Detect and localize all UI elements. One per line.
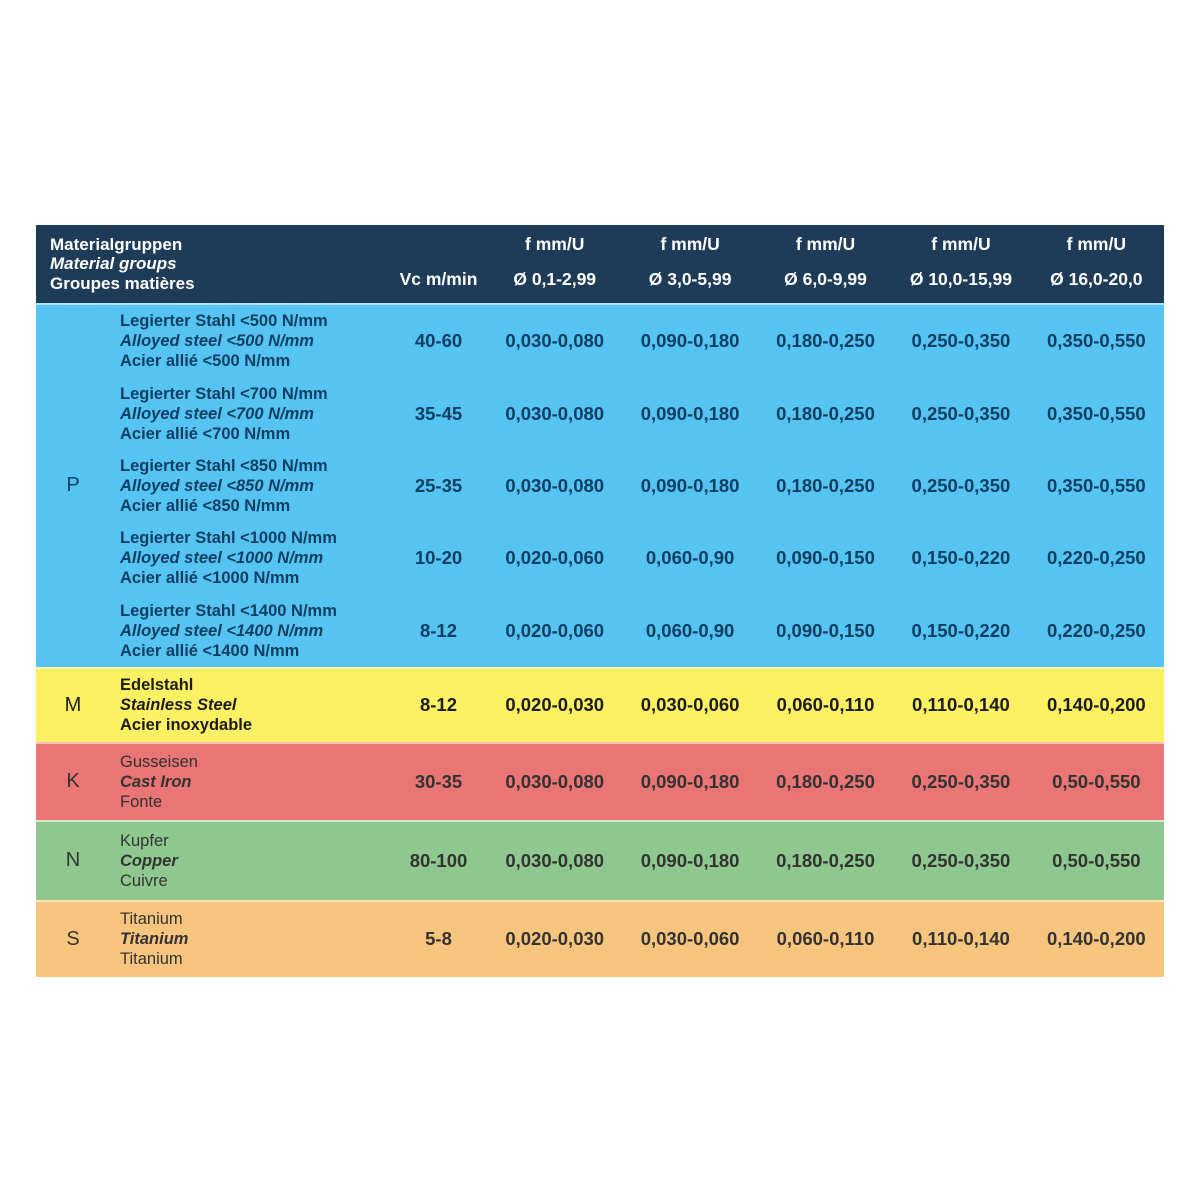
- vc-value: 40-60: [414, 330, 463, 352]
- header-material-groups: [36, 225, 390, 303]
- vc-value: 8-12: [419, 619, 458, 641]
- feed-unit-label: f mm/U: [525, 234, 585, 254]
- feed-value: 0,250-0,350: [911, 849, 1011, 871]
- feed-unit-label: f mm/U: [1066, 234, 1126, 254]
- feed-value: 0,180-0,250: [776, 330, 875, 352]
- section-rows: [110, 744, 1164, 820]
- feed-value: 0,060-0,110: [776, 928, 875, 950]
- vc-value: 80-100: [409, 849, 468, 871]
- diameter-range-label: Ø 10,0-15,99: [909, 269, 1012, 289]
- feed-value: 0,250-0,350: [911, 330, 1011, 352]
- feed-value: 0,180-0,250: [776, 474, 875, 496]
- group-letter-M: M: [64, 693, 82, 716]
- feed-value: 0,030-0,080: [505, 474, 605, 496]
- group-letter-K: K: [66, 770, 80, 793]
- feed-value: 0,090-0,150: [776, 547, 875, 569]
- material-name-line: Acier allié <1400 N/mm: [120, 641, 300, 660]
- feed-value: 0,030-0,060: [640, 928, 740, 950]
- material-names: [110, 528, 390, 588]
- group-letter-S: S: [66, 927, 80, 950]
- feed-values: [487, 403, 1164, 425]
- group-letter-N: N: [65, 849, 81, 872]
- material-names: [110, 311, 390, 371]
- feed-values: [487, 547, 1164, 569]
- section-rows: [110, 902, 1164, 977]
- feed-values: [487, 475, 1164, 497]
- material-name-line: Acier inoxydable: [120, 716, 253, 735]
- feed-value: 0,060-0,90: [645, 547, 735, 569]
- material-name-line: Acier allié <500 N/mm: [120, 352, 291, 371]
- table-row: [110, 522, 1164, 594]
- feed-value: 0,350-0,550: [1046, 330, 1146, 352]
- material-name-line: Gusseisen: [120, 752, 198, 771]
- feed-values: [487, 620, 1164, 642]
- material-name-line: Cast Iron: [120, 772, 192, 791]
- feed-value: 0,030-0,080: [505, 770, 605, 792]
- feed-value: 0,250-0,350: [911, 770, 1011, 792]
- material-names: [110, 384, 390, 444]
- material-name-line: Titanium: [120, 950, 183, 969]
- material-names: [110, 456, 390, 516]
- material-name-line: Legierter Stahl <1000 N/mm: [120, 529, 337, 548]
- table-row: [110, 902, 1164, 977]
- feed-value: 0,180-0,250: [776, 849, 875, 871]
- material-section-N: [36, 820, 1164, 900]
- material-names: [110, 909, 390, 969]
- table-row: [110, 377, 1164, 449]
- feed-value: 0,060-0,90: [645, 619, 735, 641]
- material-section-M: [36, 667, 1164, 742]
- feed-rate-table: [36, 225, 1164, 977]
- header-title-de: Materialgruppen: [50, 234, 183, 254]
- feed-value: 0,140-0,200: [1046, 694, 1146, 716]
- material-name-line: Titanium: [120, 910, 183, 929]
- material-name-line: Acier allié <700 N/mm: [120, 424, 291, 443]
- diameter-range-label: Ø 3,0-5,99: [648, 269, 732, 289]
- table-row: [110, 744, 1164, 820]
- feed-value: 0,090-0,180: [640, 770, 740, 792]
- diameter-range-label: Ø 6,0-9,99: [784, 269, 867, 289]
- material-name-line: Alloyed steel <700 N/mm: [120, 404, 314, 423]
- material-name-line: Alloyed steel <850 N/mm: [120, 476, 314, 495]
- material-name-line: Alloyed steel <500 N/mm: [120, 332, 314, 351]
- feed-value: 0,50-0,550: [1052, 770, 1141, 792]
- feed-value: 0,350-0,550: [1046, 474, 1146, 496]
- feed-value: 0,020-0,060: [505, 547, 605, 569]
- section-rows: [110, 822, 1164, 900]
- material-name-line: Alloyed steel <1400 N/mm: [120, 621, 324, 640]
- diameter-range-label: Ø 16,0-20,0: [1050, 269, 1143, 289]
- header-vc-label: Vc m/min: [399, 269, 478, 289]
- feed-value: 0,020-0,030: [505, 694, 605, 716]
- material-names: [110, 675, 390, 735]
- header-feed-columns: [487, 225, 1164, 303]
- feed-value: 0,030-0,060: [640, 694, 740, 716]
- feed-value: 0,090-0,180: [640, 330, 740, 352]
- material-name-line: Alloyed steel <1000 N/mm: [120, 549, 324, 568]
- feed-value: 0,250-0,350: [911, 402, 1011, 424]
- feed-value: 0,020-0,060: [505, 619, 605, 641]
- feed-value: 0,150-0,220: [911, 619, 1011, 641]
- feed-value: 0,350-0,550: [1046, 402, 1146, 424]
- feed-value: 0,150-0,220: [911, 547, 1011, 569]
- vc-value: 30-35: [414, 770, 463, 792]
- material-name-line: Acier allié <1000 N/mm: [120, 569, 300, 588]
- section-rows: [110, 305, 1164, 667]
- material-names: [110, 831, 390, 891]
- material-name-line: Legierter Stahl <700 N/mm: [120, 384, 328, 403]
- table-row: [110, 822, 1164, 900]
- group-letter-P: P: [66, 474, 80, 497]
- diameter-range-label: Ø 0,1-2,99: [513, 269, 597, 289]
- feed-unit-label: f mm/U: [795, 234, 856, 254]
- feed-value: 0,140-0,200: [1046, 928, 1146, 950]
- feed-value: 0,020-0,030: [505, 928, 605, 950]
- vc-value: 5-8: [425, 928, 452, 950]
- material-name-line: Fonte: [120, 792, 163, 811]
- feed-unit-label: f mm/U: [931, 234, 991, 254]
- material-name-line: Stainless Steel: [120, 696, 237, 715]
- material-name-line: Copper: [120, 851, 178, 870]
- material-name-line: Titanium: [120, 930, 189, 949]
- feed-value: 0,030-0,080: [505, 402, 605, 424]
- feed-values: [487, 850, 1164, 872]
- material-name-line: Acier allié <850 N/mm: [120, 496, 291, 515]
- header-feed-col-1: [622, 225, 757, 303]
- material-name-line: Legierter Stahl <1400 N/mm: [120, 601, 337, 620]
- material-name-line: Edelstahl: [120, 676, 194, 695]
- feed-value: 0,090-0,180: [640, 402, 740, 424]
- feed-value: 0,030-0,080: [505, 330, 605, 352]
- header-feed-col-3: [893, 225, 1028, 303]
- header-feed-col-2: [758, 225, 893, 303]
- table-row: [110, 595, 1164, 667]
- feed-value: 0,030-0,080: [505, 849, 605, 871]
- feed-value: 0,250-0,350: [911, 474, 1011, 496]
- vc-value: 35-45: [414, 402, 463, 424]
- feed-values: [487, 694, 1164, 716]
- feed-value: 0,060-0,110: [776, 694, 875, 716]
- table-row: [110, 669, 1164, 742]
- material-names: [110, 601, 390, 661]
- vc-value: 8-12: [419, 694, 458, 716]
- feed-values: [487, 771, 1164, 793]
- feed-value: 0,180-0,250: [776, 770, 875, 792]
- vc-value: 10-20: [414, 547, 463, 569]
- table-body: [36, 303, 1164, 977]
- material-section-P: [36, 303, 1164, 667]
- feed-value: 0,110-0,140: [912, 928, 1010, 950]
- material-name-line: Cuivre: [120, 871, 168, 890]
- feed-value: 0,090-0,150: [776, 619, 875, 641]
- material-section-S: [36, 900, 1164, 977]
- feed-value: 0,090-0,180: [640, 474, 740, 496]
- vc-value: 25-35: [414, 474, 463, 496]
- header-feed-col-0: [487, 225, 622, 303]
- feed-values: [487, 330, 1164, 352]
- feed-value: 0,090-0,180: [640, 849, 740, 871]
- material-section-K: [36, 742, 1164, 820]
- material-name-line: Legierter Stahl <850 N/mm: [120, 456, 328, 475]
- table-header: [36, 225, 1164, 303]
- table-row: [110, 450, 1164, 522]
- material-name-line: Kupfer: [120, 831, 169, 850]
- feed-value: 0,220-0,250: [1046, 619, 1146, 641]
- feed-value: 0,110-0,140: [912, 694, 1010, 716]
- header-title-fr: Groupes matières: [50, 273, 195, 293]
- feed-values: [487, 928, 1164, 950]
- feed-value: 0,220-0,250: [1046, 547, 1146, 569]
- feed-unit-label: f mm/U: [660, 234, 720, 254]
- feed-value: 0,180-0,250: [776, 402, 875, 424]
- header-feed-col-4: [1029, 225, 1164, 303]
- section-rows: [110, 669, 1164, 742]
- feed-value: 0,50-0,550: [1052, 849, 1141, 871]
- table-row: [110, 305, 1164, 377]
- material-names: [110, 752, 390, 812]
- material-name-line: Legierter Stahl <500 N/mm: [120, 312, 328, 331]
- header-title-en: Material groups: [50, 254, 177, 274]
